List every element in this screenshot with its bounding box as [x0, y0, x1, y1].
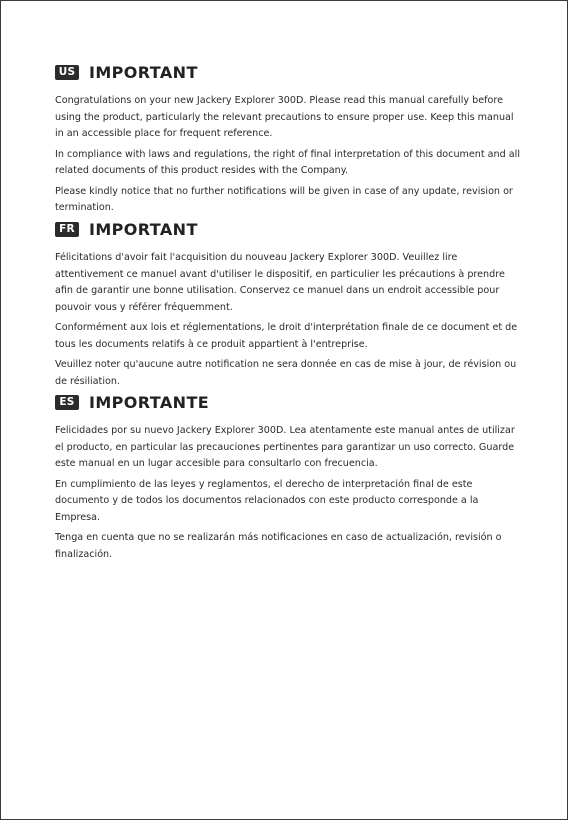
- section-title: IMPORTANTE: [89, 392, 210, 412]
- paragraph: Tenga en cuenta que no se realizarán más notificaciones en caso de actualización, revisión o finalización.: [55, 532, 502, 560]
- language-badge-us: US: [55, 65, 79, 80]
- paragraph: Veuillez noter qu'aucune autre notification ne sera donnée en cas de mise à jour, de révision ou de résiliation.: [55, 359, 517, 387]
- section-us: [55, 61, 525, 221]
- language-badge-es: ES: [55, 395, 79, 410]
- paragraph: In compliance with laws and regulations, the right of final interpretation of this document and all related documents of this product resides with the Company.: [55, 148, 520, 176]
- section-heading: [55, 61, 525, 83]
- language-badge-fr: FR: [55, 222, 79, 237]
- paragraph: Conformément aux lois et réglementations, le droit d'interprétation finale de ce document et de tous les documents relatifs à ce produit appartient à l'entreprise.: [55, 322, 518, 350]
- section-es: [55, 391, 525, 567]
- section-title: IMPORTANT: [89, 62, 198, 82]
- section-fr: [55, 218, 525, 394]
- paragraph: Please kindly notice that no further notifications will be given in case of any update, revision or termination.: [55, 185, 513, 213]
- paragraph: Congratulations on your new Jackery Explorer 300D. Please read this manual carefully before using the product, particularly the relevant precautions to ensure proper use. Keep this manual in an accessible place for frequent reference.: [55, 95, 514, 139]
- paragraph: En cumplimiento de las leyes y reglamentos, el derecho de interpretación final de este documento y de todos los documentos relacionados con este producto corresponde a la Empresa.: [55, 478, 479, 523]
- section-heading: [55, 391, 525, 413]
- section-title: IMPORTANT: [89, 219, 198, 239]
- paragraph: Félicitations d'avoir fait l'acquisition du nouveau Jackery Explorer 300D. Veuillez lire attentivement ce manuel avant d'utiliser le dispositif, en particulier les précautions à prendre afin de garantir une bonne utilisation. Conservez ce manuel dans un endroit accessible pour pouvoir vous y référer fréquemment.: [55, 252, 505, 313]
- section-heading: [55, 218, 525, 240]
- paragraph: Felicidades por su nuevo Jackery Explorer 300D. Lea atentamente este manual antes de utilizar el producto, en particular las precauciones pertinentes para garantizar un uso correcto. Guarde este manual en un lugar accesible para consultarlo con frecuencia.: [55, 425, 515, 469]
